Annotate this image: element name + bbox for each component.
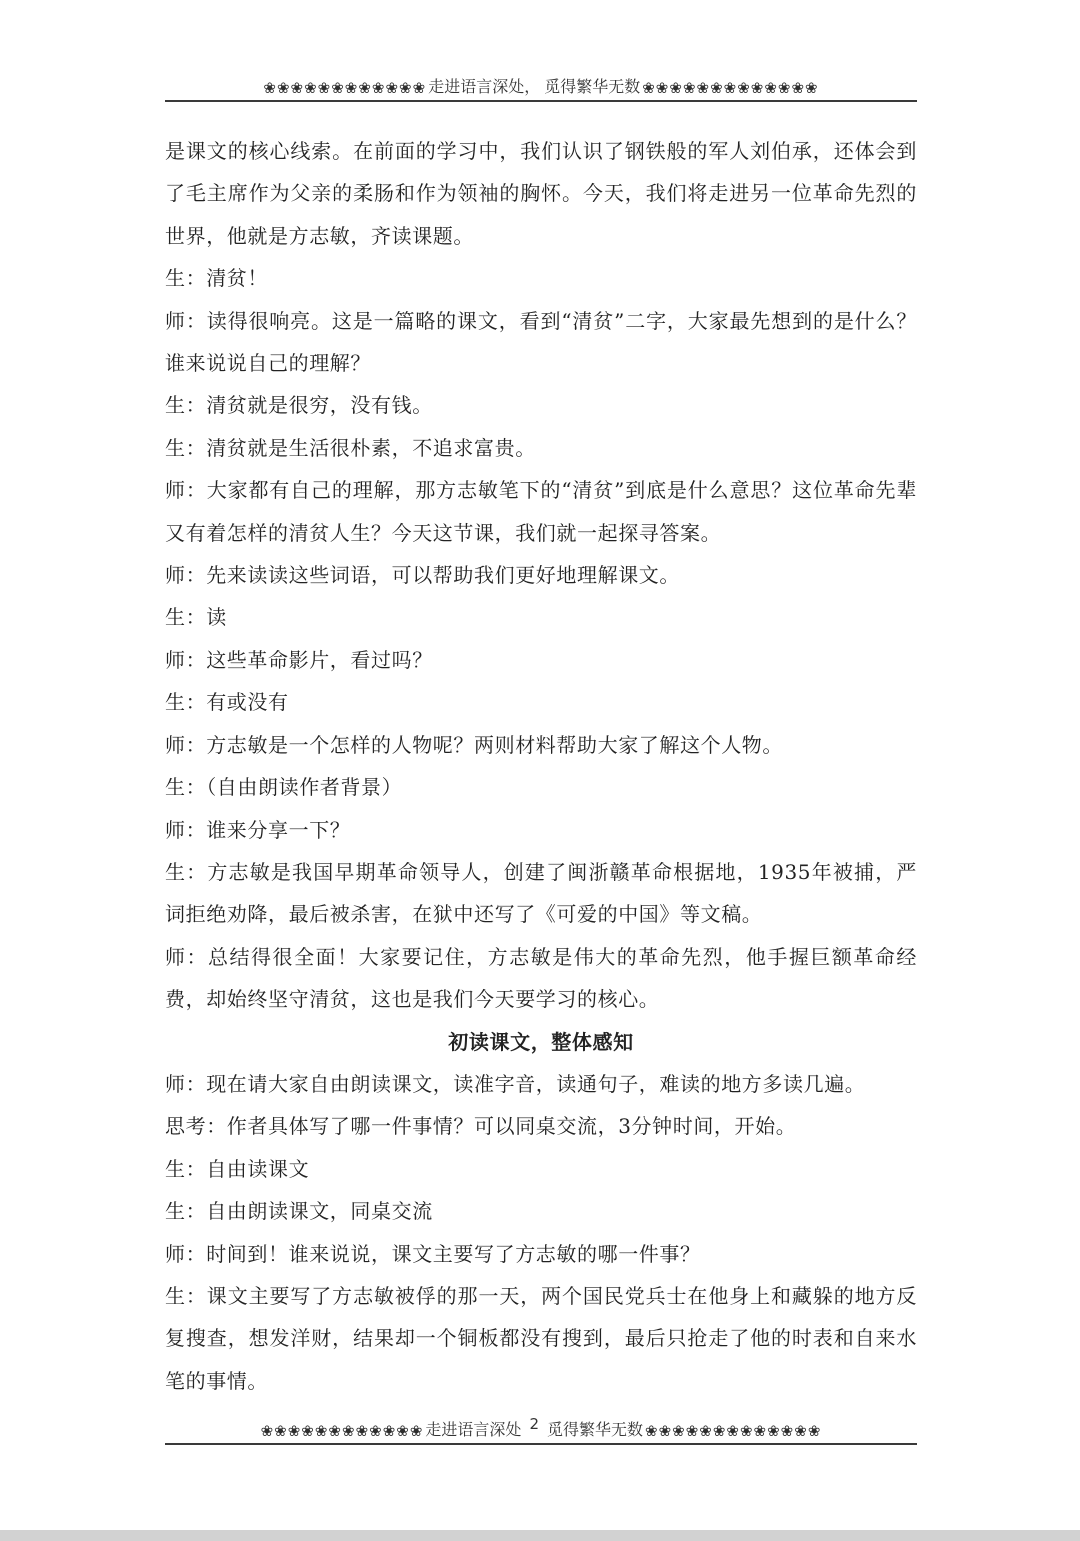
paragraph: 思考：作者具体写了哪一件事情？可以同桌交流，3分钟时间，开始。: [165, 1114, 797, 1139]
paragraph: 生：清贫就是生活很朴素，不追求富贵。: [165, 435, 536, 460]
footer-motto-right: 觅得繁华无数: [546, 1420, 643, 1439]
paragraph: 师：现在请大家自由朗读课文，读准字音，读通句子，难读的地方多读几遍。: [165, 1071, 866, 1096]
lesson-transcript: [165, 130, 917, 1402]
page-header: [165, 70, 917, 102]
paragraph: 生：有或没有: [165, 690, 289, 715]
page-number: 2: [529, 1415, 539, 1433]
header-flower-border-left: ❀❀❀❀❀❀❀❀❀❀❀❀: [263, 79, 427, 97]
header-flower-border-right: ❀❀❀❀❀❀❀❀❀❀❀❀❀: [642, 79, 819, 97]
paragraph: 师：先来读读这些词语，可以帮助我们更好地理解课文。: [165, 563, 680, 588]
paragraph: 生：自由朗读课文，同桌交流: [165, 1199, 433, 1224]
footer-flower-border-right: ❀❀❀❀❀❀❀❀❀❀❀❀❀: [645, 1422, 822, 1440]
paragraph: 师：时间到！谁来说说，课文主要写了方志敏的哪一件事？: [165, 1241, 701, 1266]
paragraph: 生：清贫！: [165, 266, 268, 291]
header-motto-left: 走进语言深处，: [428, 77, 541, 96]
footer-motto-left: 走进语言深处: [425, 1420, 522, 1439]
paragraph: 师：这些革命影片，看过吗？: [165, 647, 433, 672]
paragraph: 师：方志敏是一个怎样的人物呢？两则材料帮助大家了解这个人物。: [165, 732, 783, 757]
paragraph: 师：读得很响亮。这是一篇略的课文，看到“清贫”二字，大家最先想到的是什么？谁来说说自己的理解？: [165, 308, 917, 376]
paragraph: 生：（自由朗读作者背景）: [165, 775, 403, 800]
viewer-bottom-strip: [0, 1530, 1080, 1541]
footer-flower-border-left: ❀❀❀❀❀❀❀❀❀❀❀❀: [260, 1422, 424, 1440]
paragraph: 师：谁来分享一下？: [165, 817, 351, 842]
paragraph: 生：课文主要写了方志敏被俘的那一天，两个国民党兵士在他身上和藏躲的地方反复搜查，想发洋财，结果却一个铜板都没有搜到，最后只抢走了他的时表和自来水笔的事情。: [165, 1283, 917, 1393]
paragraph: 师：总结得很全面！大家要记住，方志敏是伟大的革命先烈，他手握巨额革命经费，却始终坚守清贫，这也是我们今天要学习的核心。: [165, 944, 917, 1012]
paragraph: 生：清贫就是很穷，没有钱。: [165, 393, 433, 418]
section-heading: 初读课文，整体感知: [448, 1029, 634, 1054]
page-footer: [165, 1413, 917, 1445]
paragraph: 生：读: [165, 605, 227, 630]
header-motto-right: 觅得繁华无数: [544, 77, 641, 96]
paragraph: 师：大家都有自己的理解，那方志敏笔下的“清贫”到底是什么意思？这位革命先辈又有着怎样的清贫人生？今天这节课，我们就一起探寻答案。: [165, 478, 917, 545]
paragraph: 是课文的核心线索。在前面的学习中，我们认识了钢铁般的军人刘伯承，还体会到了毛主席作为父亲的柔肠和作为领袖的胸怀。今天，我们将走进另一位革命先烈的世界，他就是方志敏，齐读课题。: [165, 139, 917, 248]
paragraph: 生：方志敏是我国早期革命领导人，创建了闽浙赣革命根据地，1935年被捕，严词拒绝劝降，最后被杀害，在狱中还写了《可爱的中国》等文稿。: [165, 859, 917, 927]
paragraph: 生：自由读课文: [165, 1156, 310, 1181]
